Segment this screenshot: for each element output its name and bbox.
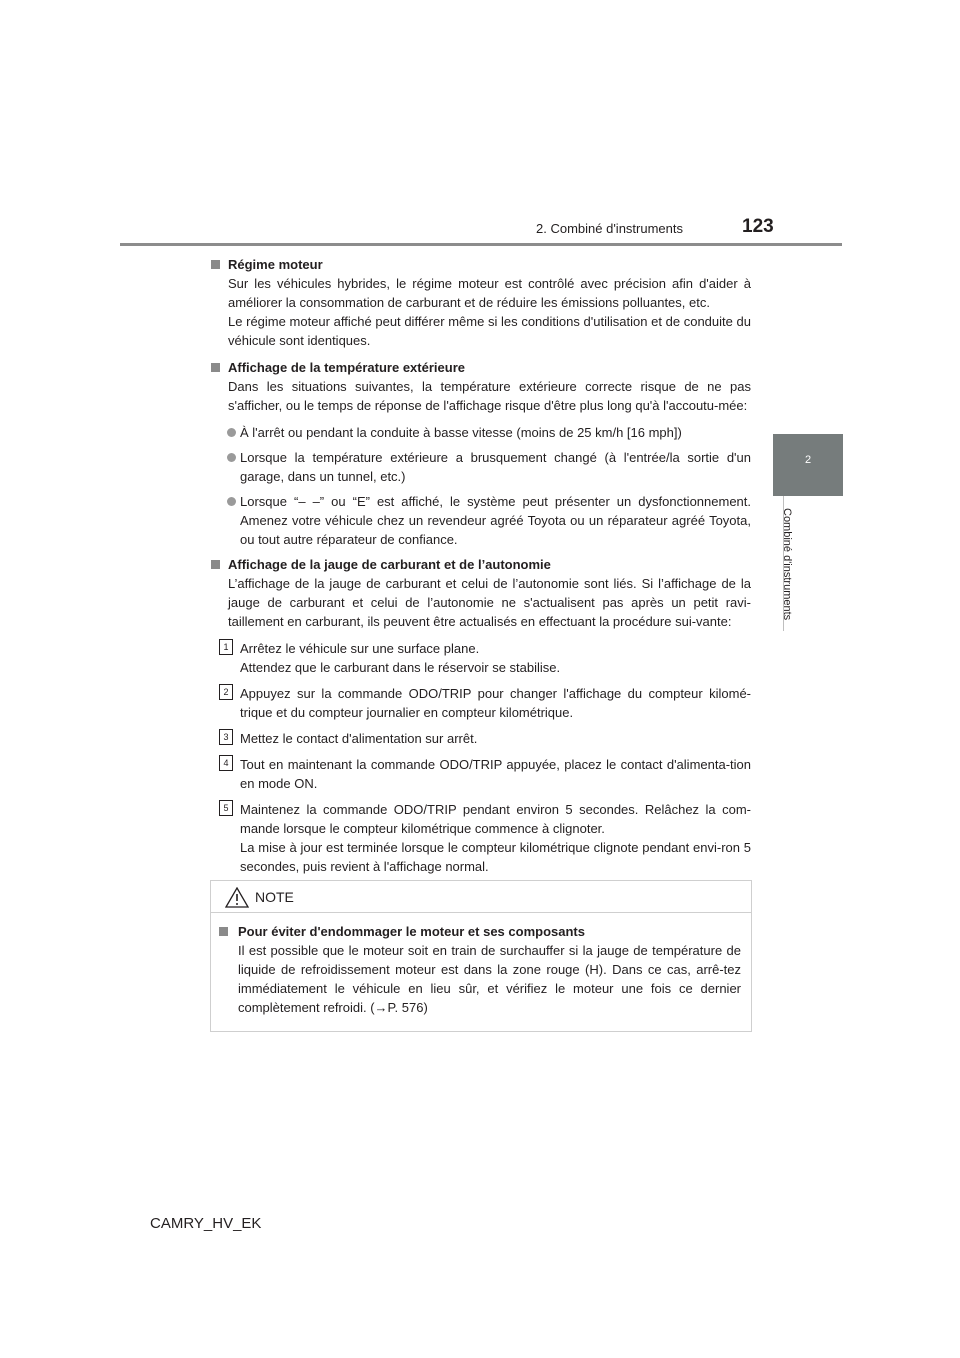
step-text: Maintenez la commande ODO/TRIP pendant environ 5 secondes. Relâchez la com-mande lorsque le compteur kilométrique commence à clignoter. [240,802,751,836]
round-bullet-icon [227,428,236,437]
section-heading [211,555,751,574]
section-heading-text: Affichage de la température extérieure [228,360,465,375]
paragraph-line: Le régime moteur affiché peut différer même si les conditions d'utilisation et de conduite du véhicule sont identiques. [228,314,751,348]
note-heading [211,922,741,941]
note-heading-text: Pour éviter d'endommager le moteur et ses composants [238,924,585,939]
note-body [211,922,741,1025]
step-text: Mettez le contact d'alimentation sur arrêt. [240,731,478,746]
warning-triangle-icon [225,887,249,908]
step-text: Appuyez sur la commande ODO/TRIP pour changer l'affichage du compteur kilomé-trique et du compteur journalier en compteur kilométrique. [240,686,751,720]
square-bullet-icon [211,363,220,372]
square-bullet-icon [211,260,220,269]
round-bullet-icon [227,497,236,506]
paragraph: L’affichage de la jauge de carburant et celui de l’autonomie sont liés. Si l’affichage de la jauge de carburant et celui de l’autonomie ne s'actualisent pas après un petit ravi-taillement en carburant, ils peuvent être actualisés en effectuant la procédure sui-vante: [228,576,751,629]
page-number: 123 [742,216,774,237]
step-number: 5 [219,800,233,816]
note-title: NOTE [255,889,294,905]
square-bullet-icon [211,560,220,569]
procedure-step [211,684,751,722]
step-text: Attendez que le carburant dans le réservoir se stabilise. [240,660,561,675]
chapter-tab-label: Combiné d'instruments [781,508,793,621]
round-bullet-icon [227,453,236,462]
step-number: 4 [219,755,233,771]
section-heading [211,358,751,377]
list-item-text: Lorsque la température extérieure a brusquement changé (à l'entrée/la sortie d'un garage, dans un tunnel, etc.) [240,450,751,484]
step-text: La mise à jour est terminée lorsque le compteur kilométrique clignote pendant envi-ron 5 secondes, puis revient à l'affichage normal. [240,840,751,874]
chapter-tab-number: 2 [804,454,812,466]
list-item-text: À l'arrêt ou pendant la conduite à basse vitesse (moins de 25 km/h [16 mph]) [240,425,682,440]
list-item [211,448,751,486]
note-text: Il est possible que le moteur soit en train de surchauffer si la jauge de température de liquide de refroidissement moteur est dans la zone rouge (H). Dans ce cas, arrê-tez immédiatement le véhicule en lieu sûr, et vérifiez le moteur une fois ce dernier complètement refroidi. (→P. 576) [238,943,741,1015]
step-number: 2 [219,684,233,700]
step-number: 3 [219,729,233,745]
procedure-step [211,639,751,677]
procedure-step [211,755,751,793]
note-box [210,880,752,1032]
section-heading-text: Régime moteur [228,257,323,272]
list-item [211,492,751,549]
procedure-step [211,729,751,748]
section-heading-text: Affichage de la jauge de carburant et de l’autonomie [228,557,551,572]
header-divider [120,243,842,246]
step-number: 1 [219,639,233,655]
document-code: CAMRY_HV_EK [150,1215,262,1232]
chapter-tab [773,434,843,496]
paragraph [211,274,751,350]
main-content [211,252,751,883]
procedure-step [211,800,751,876]
paragraph-line: Sur les véhicules hybrides, le régime moteur est contrôlé avec précision afin d'aider à améliorer la consommation de carburant et de réduire les émissions polluantes, etc. [228,276,751,310]
step-text: Tout en maintenant la commande ODO/TRIP appuyée, placez le contact d'alimenta-tion en mode ON. [240,757,751,791]
list-item-text: Lorsque “– –” ou “E” est affiché, le système peut présenter un dysfonctionnement. Amenez votre véhicule chez un revendeur agréé Toyota ou un réparateur agréé Toyota, ou tout autre réparateur de confiance. [240,494,751,547]
step-text: Arrêtez le véhicule sur une surface plane. [240,641,480,656]
list-item [211,423,751,442]
section-heading [211,255,751,274]
header-section-title: 2. Combiné d'instruments [536,221,683,236]
square-bullet-icon [219,927,228,936]
paragraph: Dans les situations suivantes, la température extérieure correcte risque de ne pas s'afficher, ou le temps de réponse de l'affichage risque d'être plus long qu'à l'accoutu-mée: [228,379,751,413]
note-header [211,881,751,913]
